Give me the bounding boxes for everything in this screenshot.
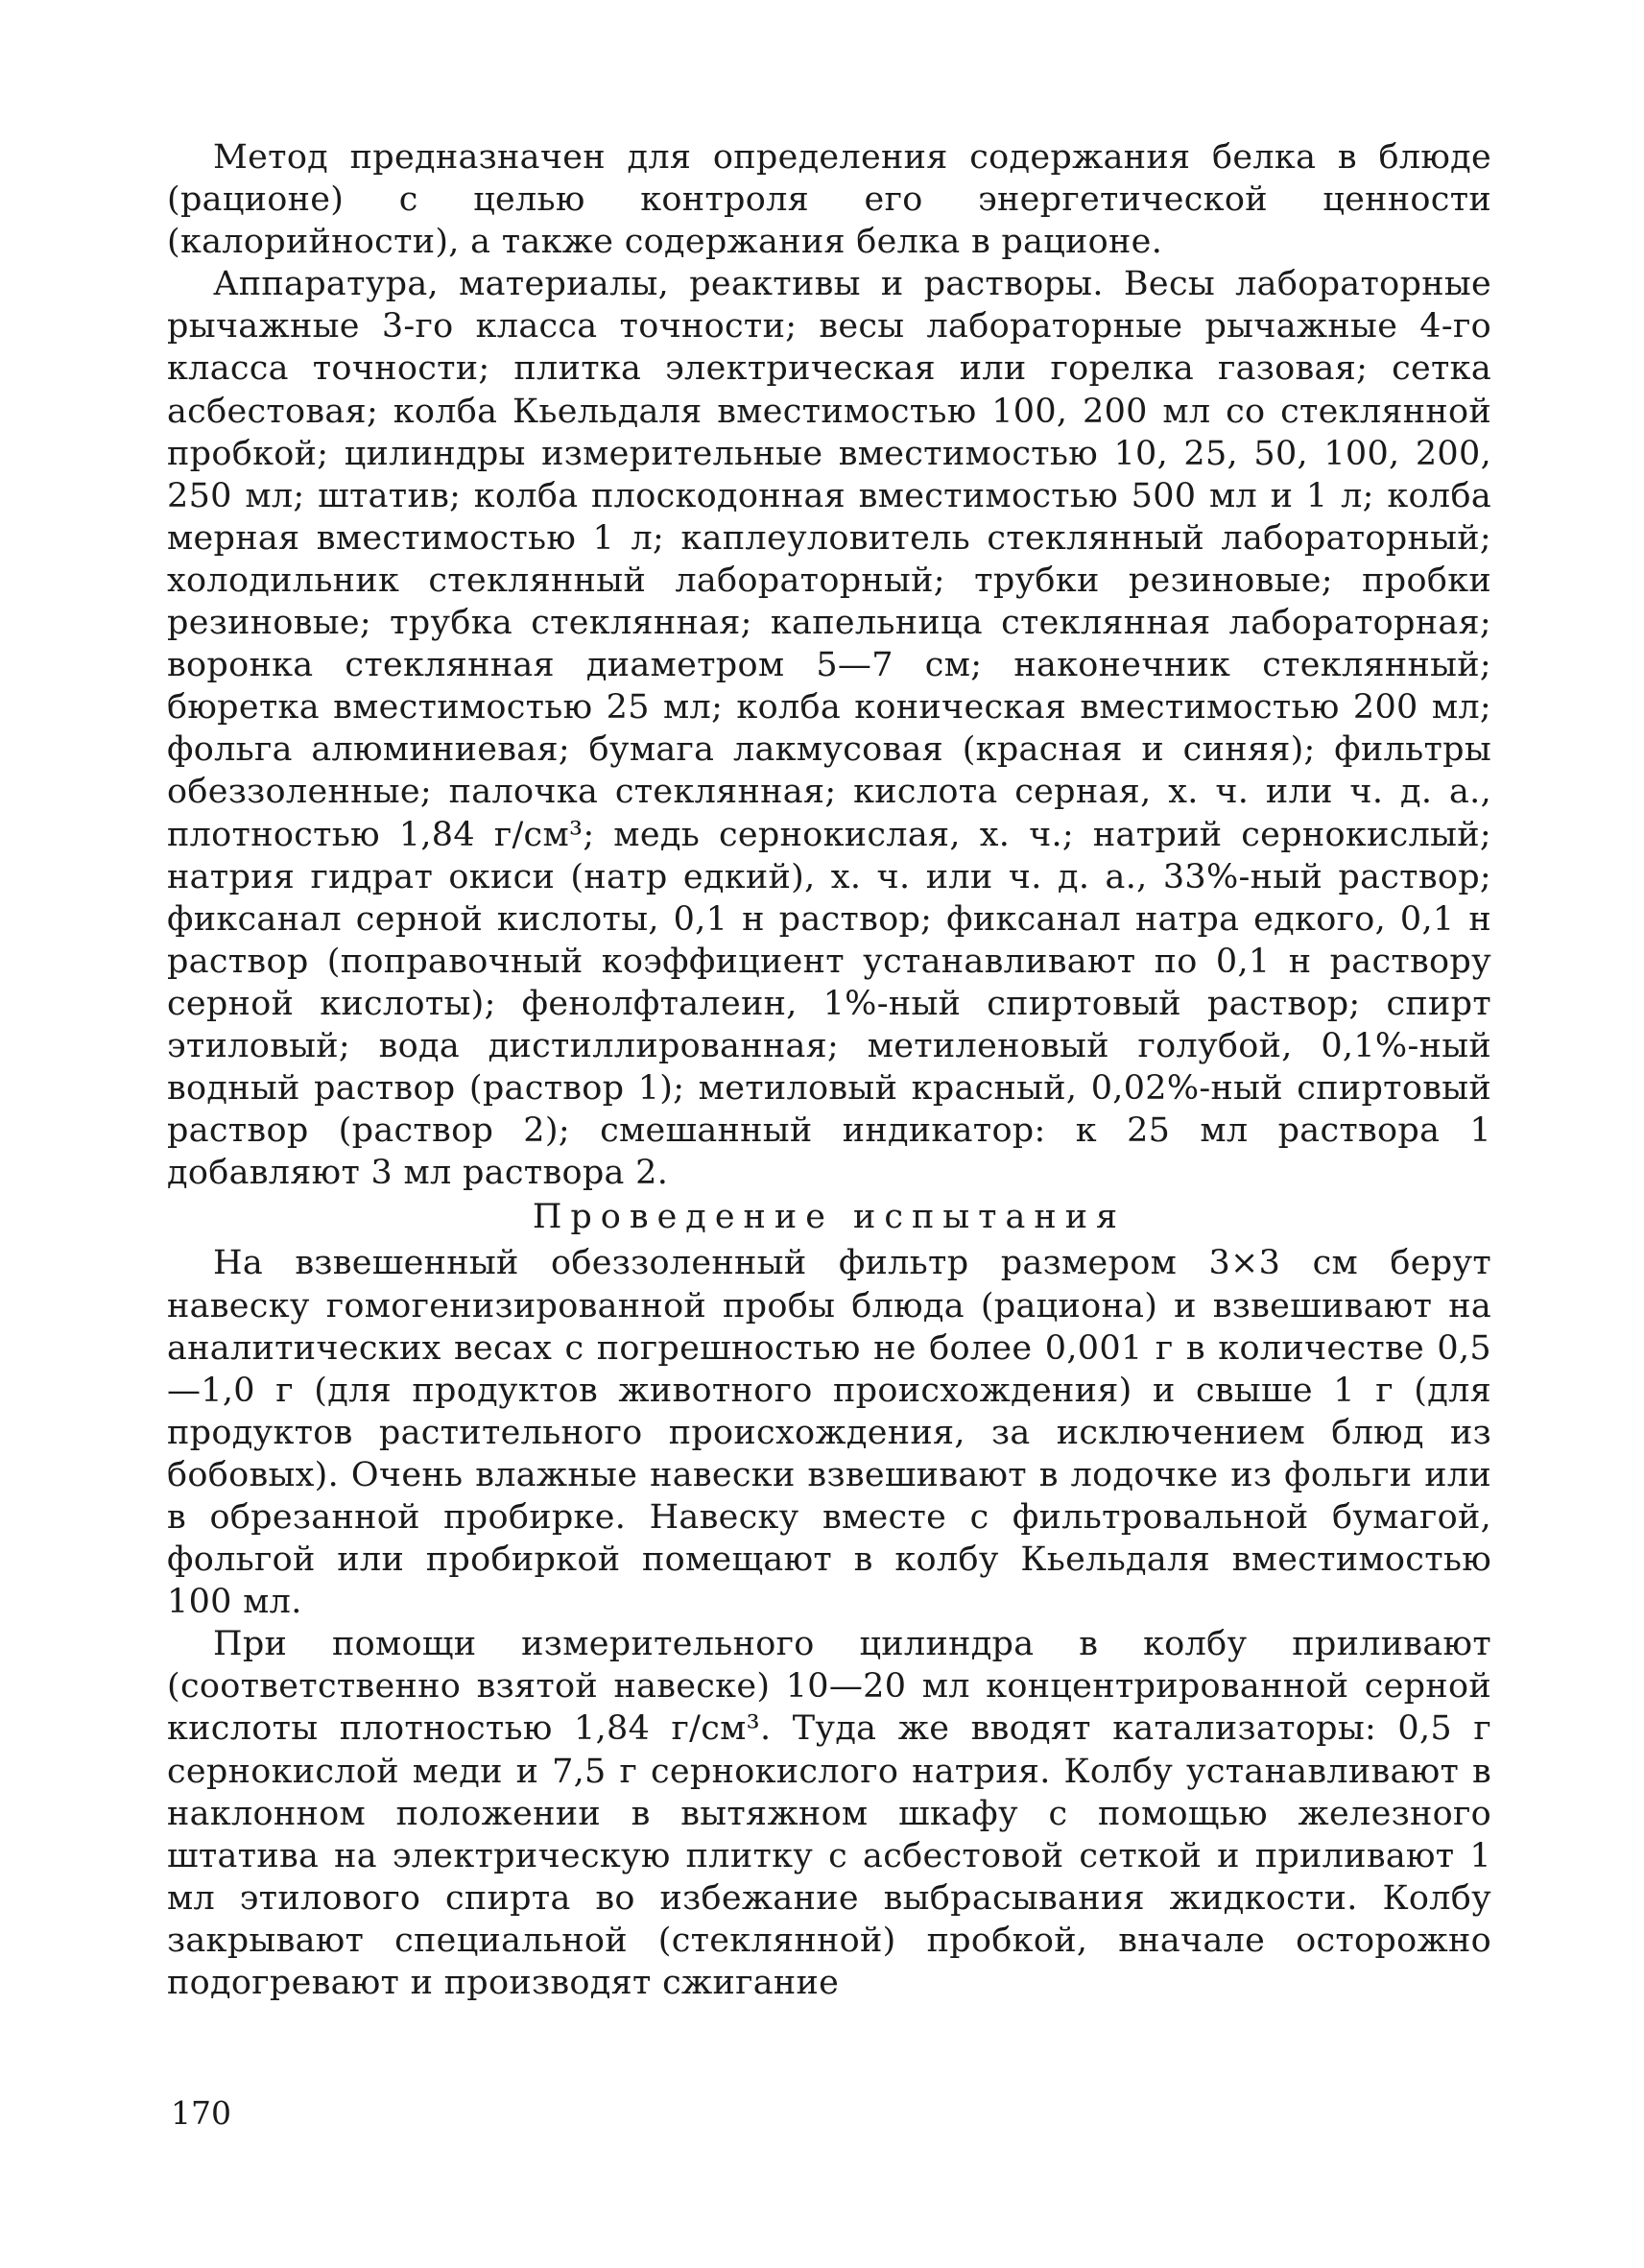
section-heading: Проведение испытания bbox=[532, 1198, 1127, 1237]
paragraph-intro: Метод предназначен для определения содержания белка в блюде (рационе) с целью контроля его энергетической ценности (калорийности), а также содержания белка в рационе. bbox=[167, 138, 1491, 262]
page-number: 170 bbox=[171, 2094, 231, 2132]
page-text bbox=[167, 136, 1491, 2004]
paragraph-procedure-2: При помощи измерительного цилиндра в колбу приливают (соответственно взятой навеске) 10—20 мл концентрированной серной кислоты плотностью 1,84 г/см³. Туда же вводят катализаторы: 0,5 г сернокислой меди и 7,5 г сернокислого натрия. Колбу устанавливают в наклонном положении в вытяжном шкафу с помощью железного штатива на электрическую плитку с асбестовой сеткой и приливают 1 мл этилового спирта во избежание выбрасывания жидкости. Колбу закрывают специальной (стеклянной) пробкой, вначале осторожно подогревают и производят сжигание bbox=[167, 1625, 1491, 2003]
paragraph-apparatus: Аппаратура, материалы, реактивы и растворы. Весы лабораторные рычажные 3-го класса точности; весы лабораторные рычажные 4-го класса точности; плитка электрическая или горелка газовая; сетка асбестовая; колба Кьельдаля вместимостью 100, 200 мл со стеклянной пробкой; цилиндры измерительные вместимостью 10, 25, 50, 100, 200, 250 мл; штатив; колба плоскодонная вместимостью 500 мл и 1 л; колба мерная вместимостью 1 л; каплеуловитель стеклянный лабораторный; холодильник стеклянный лабораторный; трубки резиновые; пробки резиновые; трубка стеклянная; капельница стеклянная лабораторная; воронка стеклянная диаметром 5—7 см; наконечник стеклянный; бюретка вместимостью 25 мл; колба коническая вместимостью 200 мл; фольга алюминиевая; бумага лакмусовая (красная и синяя); фильтры обеззоленные; палочка стеклянная; кислота серная, х. ч. или ч. д. а., плотностью 1,84 г/см³; медь сернокислая, х. ч.; натрий сернокислый; натрия гидрат окиси (натр едкий), х. ч. или ч. д. а., 33%-ный раствор; фиксанал серной кислоты, 0,1 н раствор; фиксанал натра едкого, 0,1 н раствор (поправочный коэффициент устанавливают по 0,1 н раствору серной кислоты); фенолфталеин, 1%-ный спиртовый раствор; спирт этиловый; вода дистиллированная; метиленовый голубой, 0,1%-ный водный раствор (раствор 1); метиловый красный, 0,02%-ный спиртовый раствор (раствор 2); смешанный индикатор: к 25 мл раствора 1 добавляют 3 мл раствора 2. bbox=[167, 265, 1491, 1193]
paragraph-procedure-1: На взвешенный обеззоленный фильтр размером 3×3 см берут навеску гомогенизированной пробы блюда (рациона) и взвешивают на аналитических весах с погрешностью не более 0,001 г в количестве 0,5—1,0 г (для продуктов животного происхождения) и свыше 1 г (для продуктов растительного происхождения, за исключением блюд из бобовых). Очень влажные навески взвешивают в лодочке из фольги или в обрезанной пробирке. Навеску вместе с фильтровальной бумагой, фольгой или пробиркой помещают в колбу Кьельдаля вместимостью 100 мл. bbox=[167, 1244, 1491, 1622]
